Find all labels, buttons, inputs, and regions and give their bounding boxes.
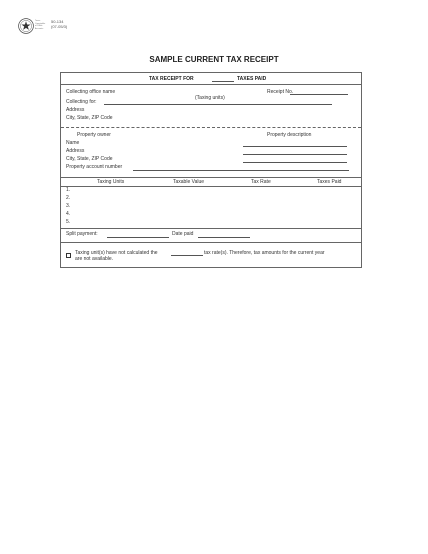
property-description-field[interactable]: [243, 162, 347, 163]
owner-address-label: Address: [66, 148, 85, 154]
table-row[interactable]: 2.: [66, 195, 71, 201]
notice-text-end: tax rate(s). Therefore, tax amounts for the current year: [204, 250, 325, 256]
office-address-label: Address: [66, 107, 85, 113]
receipt-heading-prefix: TAX RECEIPT FOR: [149, 76, 194, 82]
agency-line: of Public: [35, 25, 43, 27]
column-header: Tax Rate: [251, 179, 271, 185]
column-header: Taxes Paid: [317, 179, 342, 185]
receipt-heading-suffix: TAXES PAID: [237, 76, 267, 82]
property-account-number-field[interactable]: [133, 170, 349, 171]
agency-name: [35, 20, 45, 30]
receipt-no-label: Receipt No.: [267, 89, 294, 95]
divider: [61, 242, 361, 243]
table-row[interactable]: 3.: [66, 203, 71, 209]
agency-line: Comptroller: [35, 22, 46, 25]
office-city-state-zip-label: City, State, ZIP Code: [66, 115, 113, 121]
form-revision-text: (07-05/3): [51, 24, 68, 29]
collecting-for-label: Collecting for:: [66, 99, 97, 105]
collecting-for-field[interactable]: [104, 104, 332, 105]
form-number-text: 50-134: [51, 19, 64, 24]
owner-city-state-zip-label: City, State, ZIP Code: [66, 156, 113, 162]
divider: [61, 186, 361, 187]
agency-line: Accounts: [35, 27, 44, 30]
page-title: SAMPLE CURRENT TAX RECEIPT: [149, 55, 279, 64]
owner-name-label: Name: [66, 140, 80, 146]
dashed-divider: [61, 127, 361, 128]
notice-text-second-line: are not available.: [75, 256, 114, 262]
rate-not-calculated-checkbox[interactable]: [66, 253, 71, 258]
collecting-office-label: Collecting office name: [66, 89, 116, 95]
date-paid-label: Date paid: [172, 231, 194, 237]
tax-year-field[interactable]: [212, 81, 234, 82]
divider: [61, 228, 361, 229]
property-description-field[interactable]: [243, 154, 347, 155]
receipt-form: [60, 72, 362, 268]
date-paid-field[interactable]: [198, 237, 250, 238]
divider: [61, 177, 361, 178]
form-number: [51, 19, 67, 29]
tax-year-blank-field[interactable]: [171, 255, 203, 256]
property-description-field[interactable]: [243, 146, 347, 147]
property-owner-label: Property owner: [77, 132, 111, 138]
agency-line: Texas: [35, 20, 41, 22]
column-header: Taxable Value: [173, 179, 205, 185]
table-row[interactable]: 5.: [66, 219, 71, 225]
table-row[interactable]: 4.: [66, 211, 71, 217]
taxing-units-caption: (Taxing units): [195, 95, 225, 101]
comptroller-seal-icon: [18, 18, 34, 34]
receipt-no-field[interactable]: [290, 94, 348, 95]
property-description-label: Property description: [267, 132, 312, 138]
table-row[interactable]: 1.: [66, 187, 71, 193]
property-account-number-label: Property account number: [66, 164, 123, 170]
divider: [61, 84, 361, 85]
split-payment-label: Split payment:: [66, 231, 98, 237]
column-header: Taxing Units: [97, 179, 125, 185]
split-payment-field[interactable]: [107, 237, 169, 238]
notice-text-start: Taxing unit(s) have not calculated the: [75, 250, 158, 256]
